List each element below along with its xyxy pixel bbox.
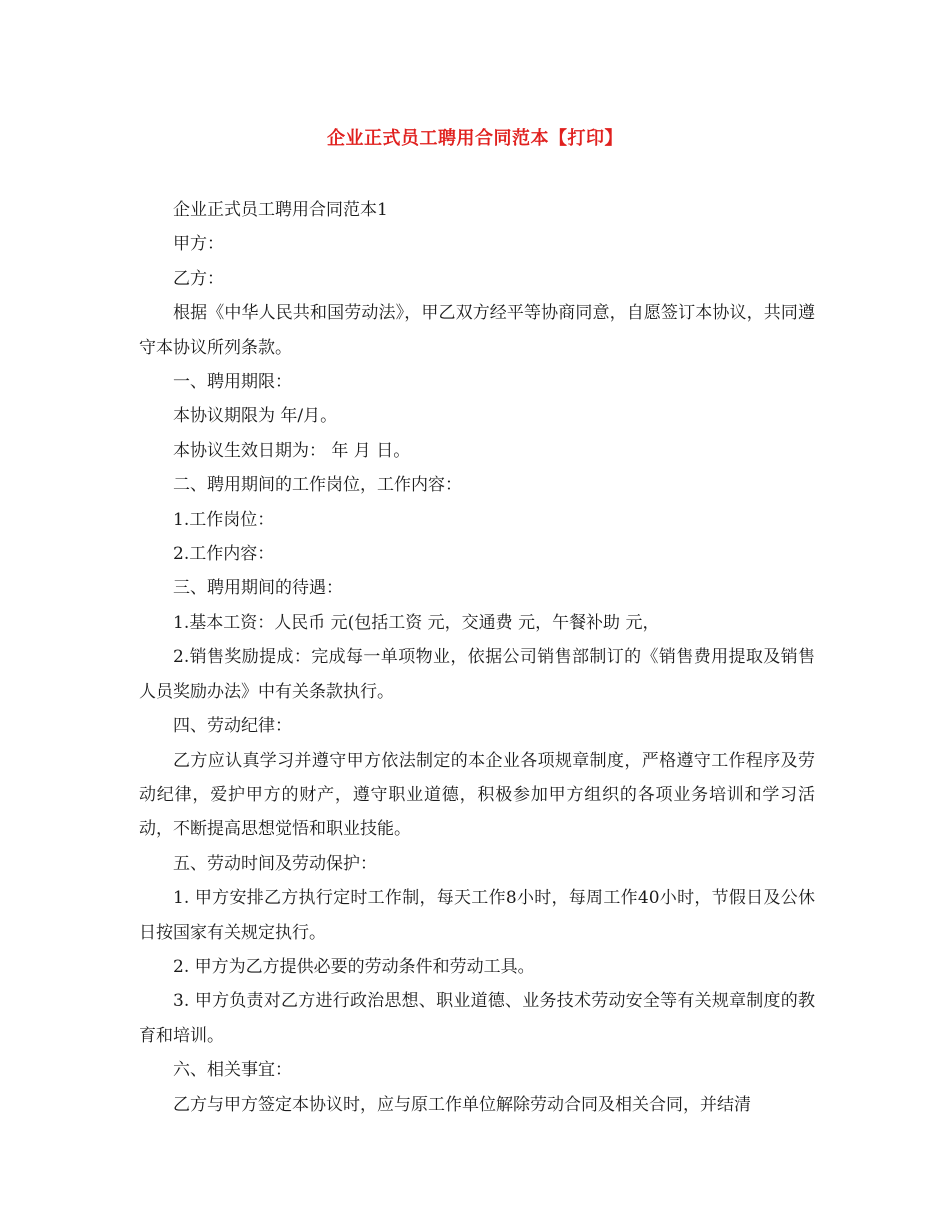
paragraph-training: 3. 甲方负责对乙方进行政治思想、职业道德、业务技术劳动安全等有关规章制度的教育和培训。	[139, 991, 815, 1046]
section-5-heading: 五、劳动时间及劳动保护：	[173, 853, 377, 874]
paragraph-related-matters: 乙方与甲方签定本协议时，应与原工作单位解除劳动合同及相关合同，并结清	[173, 1094, 751, 1115]
paragraph-work-conditions: 2. 甲方为乙方提供必要的劳动条件和劳动工具。	[173, 956, 535, 977]
document-body	[139, 193, 815, 1122]
paragraph-job-content: 2.工作内容：	[173, 544, 275, 565]
paragraph-preamble: 根据《中华人民共和国劳动法》，甲乙双方经平等协商同意，自愿签订本协议，共同遵守本协议所列条款。	[139, 303, 815, 358]
section-6-heading: 六、相关事宜：	[173, 1060, 292, 1081]
paragraph-term: 本协议期限为 年/月。	[173, 406, 338, 427]
paragraph-party-a: 甲方：	[173, 234, 224, 255]
document-title: 企业正式员工聘用合同范本【打印】	[327, 128, 623, 149]
paragraph-position: 1.工作岗位：	[173, 509, 275, 530]
paragraph-party-b: 乙方：	[173, 268, 224, 289]
paragraph-heading-sample-1: 企业正式员工聘用合同范本1	[173, 200, 388, 220]
paragraph-work-hours: 1. 甲方安排乙方执行定时工作制，每天工作8小时，每周工作40小时，节假日及公休日按国家有关规定执行。	[139, 888, 815, 943]
section-4-heading: 四、劳动纪律：	[173, 716, 292, 737]
paragraph-discipline: 乙方应认真学习并遵守甲方依法制定的本企业各项规章制度，严格遵守工作程序及劳动纪律，爱护甲方的财产，遵守职业道德，积极参加甲方组织的各项业务培训和学习活动，不断提高思想觉悟和职业技能。	[139, 750, 815, 840]
paragraph-effective-date: 本协议生效日期为： 年 月 日。	[173, 440, 411, 461]
section-1-heading: 一、聘用期限：	[173, 372, 292, 393]
paragraph-base-salary: 1.基本工资：人民币 元(包括工资 元，交通费 元，午餐补助 元，	[173, 612, 660, 633]
section-3-heading: 三、聘用期间的待遇：	[173, 578, 343, 599]
paragraph-sales-bonus: 2.销售奖励提成：完成每一单项物业，依据公司销售部制订的《销售费用提取及销售人员奖励办法》中有关条款执行。	[139, 647, 815, 702]
section-2-heading: 二、聘用期间的工作岗位，工作内容：	[173, 475, 462, 496]
